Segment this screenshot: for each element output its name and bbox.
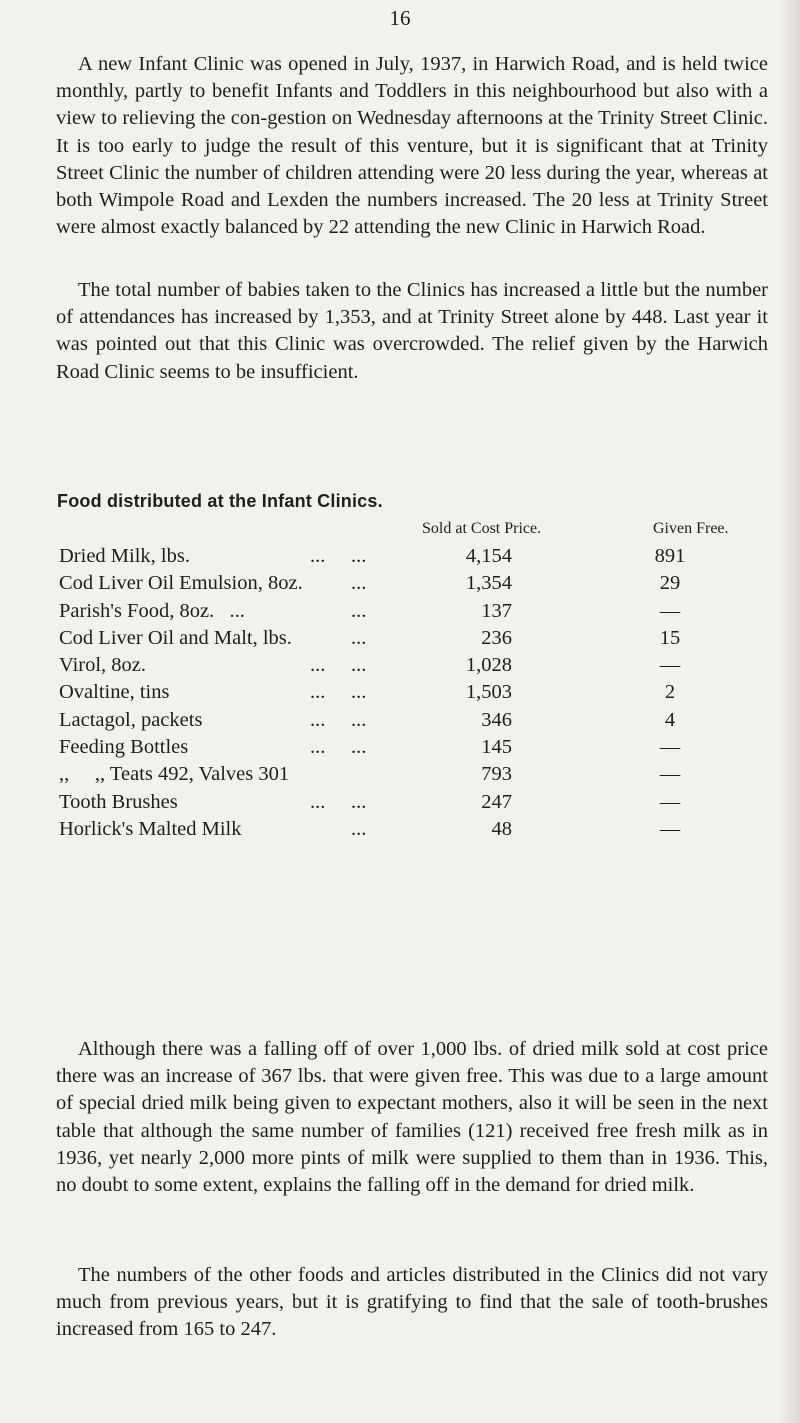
item-name: Parish's Food, 8oz. ...	[59, 599, 245, 622]
sold-value: 1,354	[465, 572, 512, 595]
sold-value: 145	[481, 736, 512, 759]
table-heading: Food distributed at the Infant Clinics.	[57, 491, 383, 511]
item-name: Feeding Bottles	[59, 736, 189, 759]
sold-value: 793	[481, 763, 512, 786]
table-row	[0, 679, 800, 706]
item-name: Horlick's Malted Milk	[59, 817, 242, 840]
table-row	[0, 707, 800, 734]
paragraph-attendances: The total number of babies taken to the Clinics has increased a little but the number of attendances has increased by 1,353, and at Trinity Street alone by 448. Last year it was pointed out that this Clinic was overcrowded. The relief given by the Harwich Road Clinic seems to be insufficient.	[56, 279, 768, 383]
sold-value: 346	[481, 708, 512, 731]
free-value: —	[659, 790, 681, 813]
sold-value: 48	[491, 817, 512, 840]
item-name: Dried Milk, lbs.	[59, 545, 190, 567]
paragraph-dried-milk: Although there was a falling off of over 1,000 lbs. of dried milk sold at cost price there was an increase of 367 lbs. that were given free. This was due to a large amount of special dried milk being given to expectant mothers, also it will be seen in the next table that although the same number of families (121) received free fresh milk as in 1936, yet nearly 2,000 more pints of milk were supplied to them than in 1936. This, no doubt to some extent, explains the falling off in the demand for dried milk.	[56, 1038, 768, 1197]
leader-dots: ...	[310, 599, 367, 622]
item-name: Tooth Brushes	[59, 790, 178, 813]
leader-dots: ... ...	[310, 545, 367, 567]
leader-dots: ...	[310, 817, 367, 840]
leader-dots: ...	[310, 572, 367, 595]
table-row	[0, 598, 800, 625]
page-number: 16	[389, 6, 411, 30]
food-table	[0, 543, 800, 843]
free-value: 4	[664, 708, 676, 731]
leader-dots: ... ...	[310, 708, 367, 731]
table-row	[0, 570, 800, 597]
sold-value: 1,028	[465, 654, 512, 677]
column-header-sold: Sold at Cost Price.	[422, 520, 542, 537]
free-value: —	[659, 736, 681, 759]
item-name: ,, ,, Teats 492, Valves 301	[59, 763, 290, 786]
paragraph-harwich-clinic: A new Infant Clinic was opened in July, 1937, in Harwich Road, and is held twice monthly, partly to benefit Infants and Toddlers in this neighbourhood but also with a view to relieving the con-gestion on Wednesday afternoons at the Trinity Street Clinic. It is too early to judge the result of this venture, but it is significant that at Trinity Street Clinic the number of children attending were 20 less during the year, whereas at both Wimpole Road and Lexden the numbers increased. The 20 less at Trinity Street were almost exactly balanced by 22 attending the new Clinic in Harwich Road.	[56, 53, 768, 239]
free-value: —	[659, 654, 681, 677]
table-row	[0, 734, 800, 761]
free-value: —	[659, 599, 681, 622]
leader-dots: ... ...	[310, 736, 367, 759]
free-value: —	[659, 763, 681, 786]
table-row	[0, 652, 800, 679]
page-edge-shadow	[778, 0, 800, 1423]
sold-value: 137	[481, 599, 512, 622]
free-value: —	[659, 817, 681, 840]
sold-value: 1,503	[465, 681, 512, 704]
table-row	[0, 816, 800, 843]
leader-dots: ... ...	[310, 654, 367, 677]
table-row	[0, 543, 800, 570]
free-value: 29	[659, 572, 681, 595]
leader-dots: ... ...	[310, 790, 367, 813]
paragraph-tooth-brushes: The numbers of the other foods and articles distributed in the Clinics did not vary much from previous years, but it is gratifying to find that the sale of tooth-brushes increased from 165 to 247.	[56, 1264, 768, 1341]
leader-dots: ... ...	[310, 681, 367, 704]
free-value: 15	[659, 626, 681, 649]
item-name: Cod Liver Oil and Malt, lbs.	[59, 626, 292, 649]
item-name: Cod Liver Oil Emulsion, 8oz.	[59, 572, 303, 595]
sold-value: 4,154	[465, 545, 512, 567]
sold-value: 247	[481, 790, 512, 813]
item-name: Lactagol, packets	[59, 708, 203, 731]
free-value: 891	[654, 545, 686, 567]
leader-dots: ...	[310, 626, 367, 649]
free-value: 2	[664, 681, 676, 704]
table-row	[0, 625, 800, 652]
table-row	[0, 789, 800, 816]
column-header-free: Given Free.	[653, 520, 729, 537]
item-name: Virol, 8oz.	[59, 654, 147, 677]
sold-value: 236	[481, 626, 512, 649]
table-row	[0, 761, 800, 788]
item-name: Ovaltine, tins	[59, 681, 170, 704]
